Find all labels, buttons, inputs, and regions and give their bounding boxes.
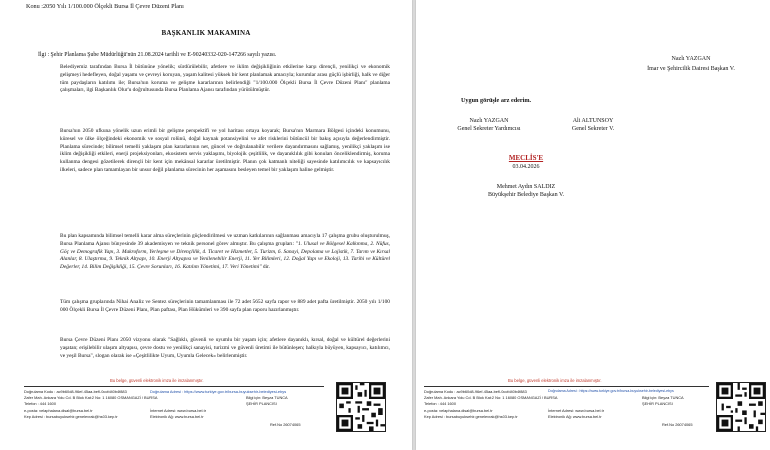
- footer-rule: [24, 386, 324, 387]
- contact-title: ŞEHİR PLANCISI: [642, 401, 673, 406]
- kep-address: Kep Adresi : bursabuyuksehir.genelevrak@hs03.kep.tr: [24, 414, 118, 419]
- electronic-network: Elektronik Ağ: www.bursa.bel.tr: [150, 414, 204, 419]
- approval-stamp-label: MECLİS'E: [508, 154, 544, 162]
- paragraph-3-suffix: dir.: [261, 264, 270, 271]
- phone: Telefon : 444 1600: [24, 401, 57, 406]
- paragraph-3: [60, 233, 390, 272]
- office-address: Zafer Mah. Ankara Yolu Cd. B Blok Kat:2 No: 1 16080 OSMANGAZİ / BURSA: [24, 395, 158, 400]
- qr-code-graphic: [337, 383, 385, 431]
- esign-note: Bu belge, güvenli elektronik imza ile imzalanmıştır.: [110, 378, 204, 383]
- contact-person: Bilgi için: Beyza TUNCA: [246, 395, 288, 400]
- document-footer-left: [0, 378, 412, 448]
- addressee-name: Nazlı YAZGAN: [671, 56, 711, 62]
- email: e-posta: velaphalana.disal@bursa.bel.tr: [424, 408, 493, 413]
- verify-code: Doğrulama Kodu : ac9b60d8-96ef-45aa-befl-0ccfd40b4f883: [24, 389, 127, 394]
- electronic-network: Elektronik Ağ: www.bursa.bel.tr: [548, 414, 602, 419]
- paragraph-2: Bursa'nın 2050 ufkuna yönelik uzun erimli bir gelişme perspektifi ve yol haritası ortaya koyarak; Bursa'nın Marmara Bölgesi içindeki konumunu, küresel ve ülke ölçeğindeki ekonomik ve sosyal rolünü, doğal kaynak potansiyelini ve afet risklerini bütüncül bir bakış açısıyla değerlendirmiştir. Planlama sürecinde; bilimsel temelli yaklaşım plan kararlarının net, güncel ve doğrulanabilir verilere dayandırmasını sağlamış, yenilikçi yaklaşım ise iklim değişikliği etkileri, enerji projeksiyonları, ekosistem servis yaklaşımı, biyolojik çeşitlilik, ve dayanıklılık gibi konuları önceliklendirmiş, koruma kullanma dengesi gözetilerek dirençli bir kent için mekânsal kararlar üretilmiştir. Planın çok katmanlı niteliği sayesinde katılımcılık ve kapsayıcılık ilkeleri, sadece plan tamamlayan bir unsur değil planlama sürecinin her aşamasını besleyen temel bir yaklaşım haline gelmiştir.: [60, 128, 390, 173]
- signer-2-name: Ali ALTUNSOY: [572, 118, 614, 124]
- contact-person: Bilgi için: Beyza TUNCA: [642, 395, 684, 400]
- signer-1-title: Genel Sekreter Yardımcısı: [457, 126, 521, 132]
- office-address: Zafer Mah. Ankara Yolu Cd. B Blok Kat:2 No: 1 16080 OSMANGAZİ / BURSA: [424, 395, 558, 400]
- reference-number: Ref.No 26074065: [662, 422, 693, 427]
- verify-address-link[interactable]: Doğrulama Adresi : https://www.turkiye.gov.tr/bursa-buyuksehir-belediyesi-ebys: [150, 389, 287, 394]
- mayor-title: Büyükşehir Belediye Başkan V.: [487, 192, 565, 198]
- phone: Telefon : 444 1600: [424, 401, 457, 406]
- approval-date: 03.04.2026: [512, 164, 540, 170]
- kep-address: Kep Adresi : bursabuyuksehir.genelevrak@hs03.kep.tr: [424, 414, 518, 419]
- email: e-posta: velaphalana.disal@bursa.bel.tr: [24, 408, 93, 413]
- document-title: BAŞKANLIK MAKAMINA: [161, 29, 251, 37]
- signer-2-title: Genel Sekreter V.: [571, 126, 615, 132]
- paragraph-1: Belediyemiz tarafından Bursa İl bütününe yönelik; sürdürülebilir, afetlere ve iklim değişikliğinin etkilerine karşı dirençli, yenilikçi ve ekonomik gelişmeyi hedefleyen, doğal yaşamı ve çevreyi koruyan, yaşam kalitesi yüksek bir kent planlamak amacıyla; kurumlar arası güçlü işbirliği, halk ve diğer tüm paydaşların katılımı ile; Bursa'nın koruma ve gelişme kararlarının belirlendiği "1/100.000 Ölçekli Bursa İl Çevre Düzeni Planı" planlama çalışmaları, ilgi Başkanlık Olur'u doğrultusunda Bursa Planlama Ajansı tarafından yürütülmüştür.: [60, 64, 390, 94]
- reference-line: İlgi : Şehir Planlama Şube Müdürlüğü'nün 21.08.2024 tarihli ve E-90240332-020-147266 sayılı yazısı.: [38, 52, 277, 58]
- contact-title: ŞEHİR PLANCISI: [246, 401, 277, 406]
- web-address: İnternet Adresi: www.bursa.bel.tr: [548, 408, 605, 413]
- working-groups-list: "1. Ulusal ve Bölgesel Kalkınma, 2. Nüfus, Göç ve Demografik Yapı, 3. Makroform, Yerleşme ve Dirençlilik, 4. Ticaret ve Hizmetler, 5. Turizm, 6. Sanayi, Depolama ve Lojistik, 7. Tarım ve Kırsal Alanlar, 8. Ulaştırma, 9. Teknik Altyapı, 10. Enerji Altyapısı ve Yenilenebilir Enerji, 11. Yer Bilimleri, 12. Doğal Yapı ve Ekoloji, 13. Tarihi ve Kültürel Değerler, 14. Bilim Değişikliği, 15. Çevre Sorunları, 16. Katılım Yönetimi, 17. Veri Yönetimi": [60, 240, 390, 271]
- subject-line: Konu :2050 Yılı 1/100.000 Ölçekli Bursa İl Çevre Düzeni Planı: [26, 3, 184, 10]
- signer-1-name: Nazlı YAZGAN: [469, 118, 509, 124]
- addressee-title: İmar ve Şehircilik Dairesi Başkan V.: [647, 66, 735, 72]
- paragraph-5: Bursa Çevre Düzeni Planı 2050 vizyonu olarak "Sağlıklı, güvenli ve uyumlu bir yaşam için; afetlere dayanıklı, kırsal, doğal ve kültürel değerlerini yaşatan; erişilebilir ulaşım altyapısı, çevre dostu ve yenilikçi sanayisi, turizmi ve güvenli üretimi ile bütünleşen; halkıyla büyüyen, kapsayıcı, katılımcı, ve yeşil Bursa", slogan olarak ise «Çeşitlilikte Uyum, Uyumla Gelecek» belirlenmiştir.: [60, 337, 390, 359]
- document-footer-right: [416, 378, 770, 448]
- reference-number: Ref.No 26074065: [270, 422, 301, 427]
- approval-text: Uygun görüşle arz ederim.: [460, 97, 532, 104]
- paragraph-4: Tüm çalışma gruplarında Nihai Analiz ve Sentez süreçlerinin tamamlanması ile 72 adet 5652 sayfa rapor ve 889 adet pafta üretilmiştir. 2050 yılı 1/100 000 Ölçekli Bursa İl Çevre Düzeni Planı, Plan paftası, Plan Hükümleri ve 390 sayfa plan raporu hazırlanmıştır.: [60, 299, 390, 313]
- qr-code-icon: [336, 382, 386, 432]
- web-address: İnternet Adresi: www.bursa.bel.tr: [150, 408, 207, 413]
- paragraph-3-text: Bu plan kapsamında bilimsel temelli karar alma süreçlerinin güçlendirilmesi ve uzman katkılarının sağlanması amacıyla 17 çalışma grubu oluşturulmuş, Bursa Planlama Ajansı bünyesinde 39 akademisyen ve teknik personel görev almıştır. Bu çalışma grupları:: [60, 233, 390, 247]
- mayor-name: Mehmet Aydın SALDIZ: [496, 184, 556, 190]
- verify-code: Doğrulama Kodu : ac9b60d8-96ef-45aa-befl-0ccfd40b4f883: [424, 389, 527, 394]
- footer-rule: [424, 386, 709, 387]
- document-page-right: [416, 0, 770, 450]
- qr-code-icon: [716, 382, 766, 432]
- esign-note: Bu belge, güvenli elektronik imza ile imzalanmıştır.: [508, 378, 602, 383]
- verify-address-link[interactable]: Doğrulama Adresi : https://www.turkiye.gov.tr/bursa-buyuksehir-belediyesi-ebys: [548, 389, 674, 393]
- qr-code-graphic: [717, 383, 765, 431]
